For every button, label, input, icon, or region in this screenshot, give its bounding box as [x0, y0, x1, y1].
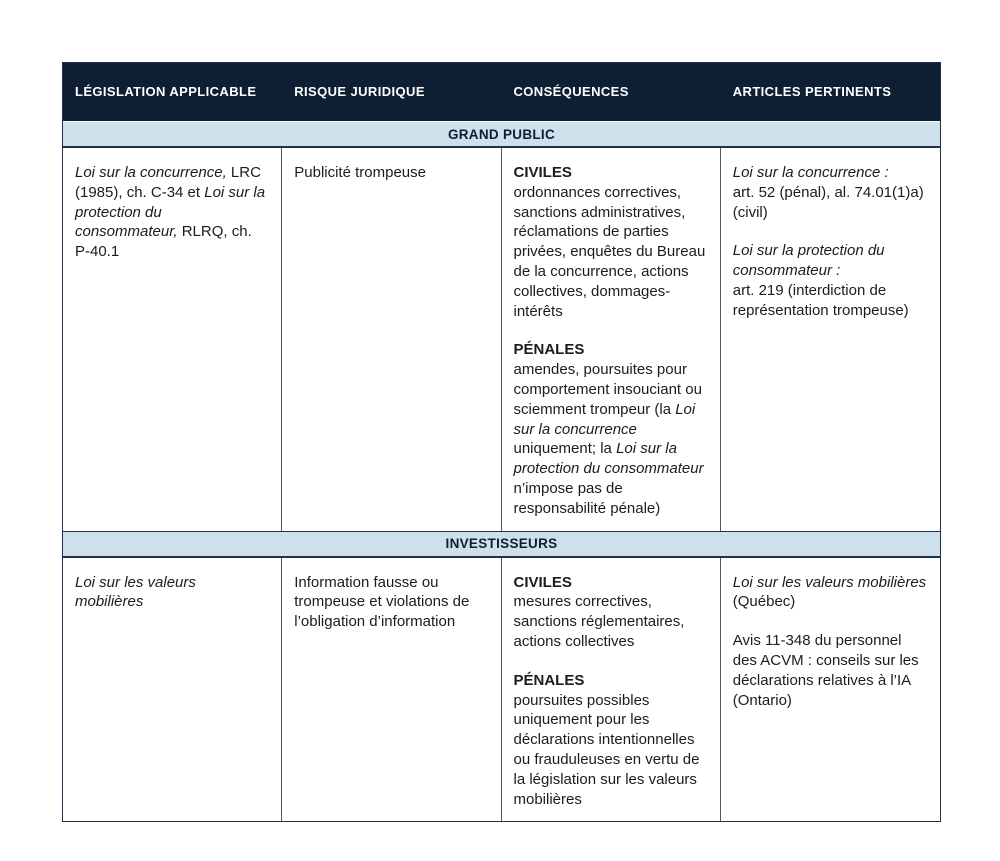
cell-legislation-investisseurs — [63, 558, 282, 822]
table-row-investisseurs — [63, 558, 940, 822]
column-header-consequences: CONSÉQUENCES — [513, 83, 629, 99]
cell-risque-grand-public — [282, 148, 501, 531]
cell-risque-investisseurs — [282, 558, 501, 822]
penales-body: poursuites possibles uniquement pour les déclarations intentionnelles ou frauduleuses en vertu de la législation sur les valeurs mobilières — [513, 691, 700, 808]
articles-paragraph: Loi sur la concurrence : art. 52 (pénal), al. 74.01(1)a) (civil) — [732, 164, 924, 221]
civiles-heading: CIVILES — [513, 573, 572, 591]
legislation-text: Loi sur la concurrence, LRC (1985), ch. C-34 et Loi sur la protection du consommateur, RLRQ, ch. P-40.1 — [75, 164, 266, 261]
consequences-penales — [514, 671, 707, 810]
column-header-legislation: LÉGISLATION APPLICABLE — [75, 83, 257, 99]
table-header-row — [63, 63, 940, 121]
civiles-heading: CIVILES — [513, 164, 572, 181]
penales-heading: PÉNALES — [513, 341, 585, 359]
civiles-body: mesures correctives, sanctions réglementaires, actions collectives — [513, 593, 685, 650]
penales-heading: PÉNALES — [513, 671, 585, 689]
cell-consequences-grand-public — [502, 148, 721, 531]
articles-paragraph: Loi sur les valeurs mobilières (Québec) — [732, 573, 927, 611]
consequences-civiles — [514, 163, 707, 321]
legislation-text: Loi sur les valeurs mobilières — [75, 573, 196, 611]
column-header-risque: RISQUE JURIDIQUE — [294, 83, 425, 99]
section-header-investisseurs: INVESTISSEURS — [63, 531, 940, 558]
table-row-grand-public — [63, 148, 940, 531]
legal-risk-table — [62, 62, 941, 822]
articles-paragraph: Avis 11-348 du personnel des ACVM : conseils sur les déclarations relatives à l’IA (Ontario) — [732, 632, 919, 709]
risque-text: Information fausse ou trompeuse et violations de l’obligation d’information — [294, 573, 470, 631]
articles-paragraph: Loi sur la protection du consommateur : art. 219 (interdiction de représentation trompeuse) — [732, 242, 909, 319]
cell-articles-investisseurs — [721, 558, 940, 822]
civiles-body: ordonnances correctives, sanctions administratives, réclamations de parties privées, enquêtes du Bureau de la concurrence, actions collectives, dommages-intérêts — [513, 183, 706, 320]
risque-text: Publicité trompeuse — [294, 164, 426, 181]
consequences-civiles — [514, 573, 707, 652]
cell-consequences-investisseurs — [502, 558, 721, 822]
cell-articles-grand-public — [721, 148, 940, 531]
penales-body: amendes, poursuites pour comportement insouciant ou sciemment trompeur (la Loi sur la concurrence uniquement; la Loi sur la protection du consommateur n’impose pas de responsabilité pénale) — [513, 361, 704, 517]
consequences-penales — [514, 340, 707, 518]
section-header-grand-public: GRAND PUBLIC — [63, 121, 940, 148]
column-header-articles: ARTICLES PERTINENTS — [732, 83, 892, 99]
cell-legislation-grand-public — [63, 148, 282, 531]
